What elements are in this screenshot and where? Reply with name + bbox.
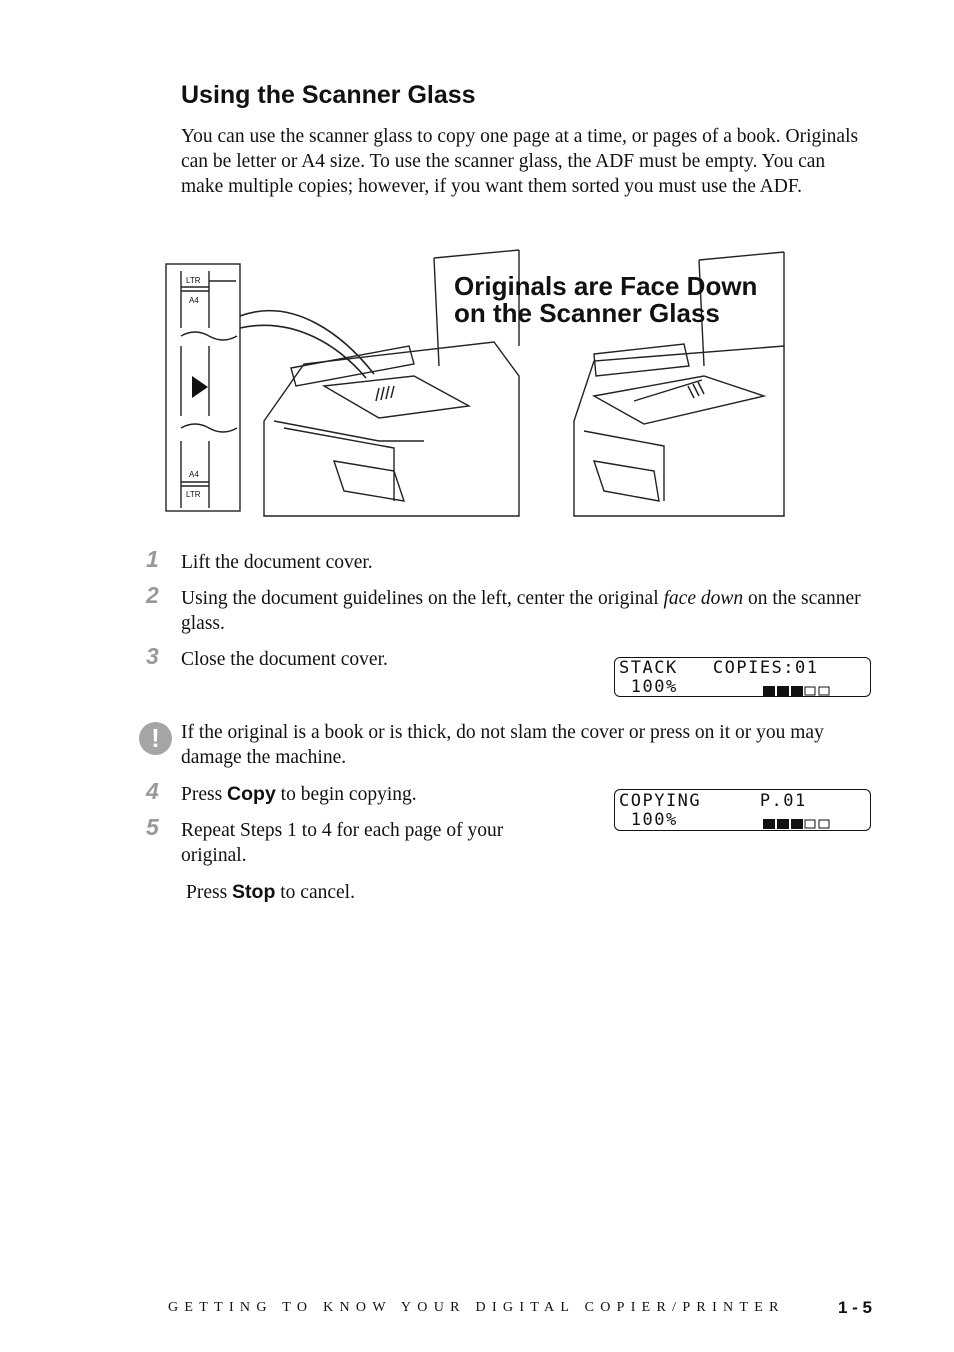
copy-key-label: Copy	[227, 783, 276, 805]
guide-label-top-a4: A4	[189, 296, 199, 305]
lcd-line-1: COPYING P.01	[619, 791, 807, 811]
page-title: Using the Scanner Glass	[181, 81, 476, 109]
lcd-line-1: STACK COPIES:01	[619, 658, 819, 678]
step-number: 2	[146, 582, 159, 608]
guide-label-bottom-a4: A4	[189, 470, 199, 479]
lcd-display-copying	[614, 789, 871, 831]
lcd-line-2: 100%	[619, 677, 678, 697]
stop-instruction	[186, 880, 876, 905]
stop-key-label: Stop	[232, 881, 276, 903]
scanner-glass-figure	[164, 246, 789, 518]
step-number: 3	[146, 643, 159, 669]
step-number: 4	[146, 778, 159, 804]
step-text-part: to begin copying.	[275, 784, 417, 805]
caution-icon: !	[139, 722, 172, 755]
step-text-part: Using the document guidelines on the left, center the original	[181, 588, 664, 609]
step-text-part: Press	[181, 784, 228, 805]
lcd-display-stack	[614, 657, 871, 697]
page-number: 1 - 5	[838, 1298, 873, 1317]
caution-text: If the original is a book or is thick, do not slam the cover or press on it or you may damage the machine.	[181, 722, 824, 768]
figure-caption-line-1: Originals are Face Down	[454, 271, 758, 301]
step-text-emphasis: face down	[663, 588, 744, 609]
figure-caption-line-2: on the Scanner Glass	[454, 298, 720, 328]
step-text: Repeat Steps 1 to 4 for each page of your original.	[181, 820, 504, 866]
lcd-line-2: 100%	[619, 810, 678, 830]
step-text-part: on the scanner glass.	[181, 588, 861, 634]
step-text-part: Press	[186, 882, 233, 903]
figure-caption	[454, 273, 757, 327]
step-text-part: to cancel.	[275, 882, 355, 903]
step-number: 5	[146, 814, 159, 840]
step-text: Lift the document cover.	[181, 552, 373, 573]
step-text	[181, 782, 581, 807]
guide-label-top-ltr: LTR	[186, 276, 201, 285]
step-text	[181, 586, 871, 636]
step-text: Close the document cover.	[181, 649, 388, 670]
page-footer: GETTING TO KNOW YOUR DIGITAL COPIER/PRINTER	[168, 1300, 785, 1315]
intro-paragraph: You can use the scanner glass to copy one page at a time, or pages of a book. Originals can be letter or A4 size. To use the scanner glass, the ADF must be empty. You can make multiple copies; however, if you want them sorted you must use the ADF.	[181, 126, 859, 197]
guide-label-bottom-ltr: LTR	[186, 490, 201, 499]
step-number: 1	[146, 546, 159, 572]
contrast-bar-icon	[763, 819, 835, 829]
contrast-bar-icon	[763, 686, 835, 696]
